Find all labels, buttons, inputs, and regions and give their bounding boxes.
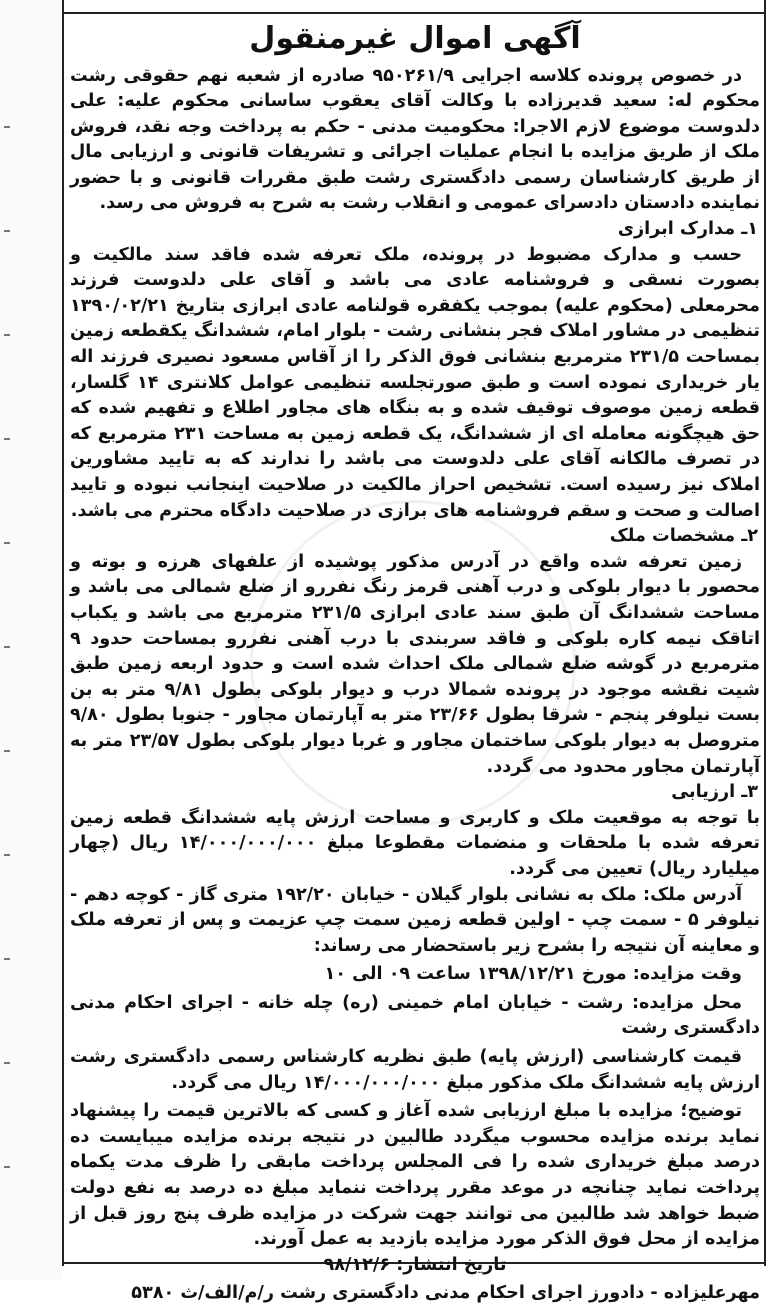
notice-body: [70, 18, 761, 1304]
notice-title: آگهی اموال غیرمنقول: [249, 21, 581, 56]
section-3-body: با توجه به موقعیت ملک و کاربری و مساحت ارزش پایه ششدانگ قطعه زمین تعرفه شده با ملحقات و منضمات مقطوعا مبلغ ۱۴/۰۰۰/۰۰۰/۰۰۰ ریال (چهار میلیارد ریال) تعیین می گردد.: [70, 807, 760, 879]
base-price: قیمت کارشناسی (ارزش پایه) طبق نظریه کارشناس رسمی دادگستری رشت ارزش پایه ششدانگ ملک مذکور مبلغ ۱۴/۰۰۰/۰۰۰/۰۰۰ ریال می گردد.: [70, 1047, 760, 1093]
margin-marks: [4, 120, 18, 1264]
property-address: آدرس ملک: ملک به نشانی بلوار گیلان - خیابان ۱۹۲/۲۰ متری گاز - کوچه دهم - نیلوفر ۵ - سمت چپ - اولین قطعه زمین سمت چپ عزیمت و پس از تعرفه ملک و معاینه آن نتیجه را بشرح زیر باستحضار می رساند:: [70, 884, 760, 956]
explanation-paragraph: توضیح؛ مزایده با مبلغ ارزیابی شده آغاز و کسی که بالاترین قیمت را پیشنهاد نماید برنده مزایده محسوب میگردد طالبین در نتیجه برنده مزایده میبایست ده درصد مبلغ خریداری شده را فی المجلس پرداخت مابقی را ظرف مدت یکماه پرداخت نماید چنانچه در موعد مقرر پرداخت ننماید مبلغ ده درصد به نفع دولت ضبط خواهد شد طالبین می توانند جهت شرکت در مزایده ظرف پنج روز قبل از مزایده از محل فوق الذکر مورد مزایده بازدید به عمل آورند.: [70, 1101, 760, 1250]
publish-date: تاریخ انتشار: ۹۸/۱۲/۶: [323, 1254, 507, 1275]
section-3-heading: ۳ـ ارزیابی: [671, 782, 758, 803]
section-2-heading: ۲ـ مشخصات ملک: [609, 526, 758, 547]
section-1-heading: ۱ـ مدارک ابرازی: [617, 219, 758, 240]
auction-time: وقت مزایده: مورخ ۱۳۹۸/۱۲/۲۱ ساعت ۰۹ الی ۱۰: [324, 964, 742, 985]
section-1-body: حسب و مدارک مضبوط در پرونده، ملک تعرفه شده فاقد سند مالکیت و بصورت نسقی و فروشنامه عادی می باشد و آقای علی دلدوست فرزند محرمعلی (محکوم علیه) بموجب یکفقره قولنامه عادی ابرازی بتاریخ ۱۳۹۰/۰۲/۲۱ تنظیمی در مشاور املاک فجر بنشانی رشت - بلوار امام، ششدانگ یکقطعه زمین بمساحت ۲۳۱/۵ مترمربع بنشانی فوق الذکر را از آقاس مسعود نصیری فرزند اله یار خریداری نموده است و طبق صورتجلسه تنظیمی عوامل کلانتری ۱۴ گلسار، قطعه زمین موصوف توقیف شده و به بنگاه های مجاور اطلاع و تفهیم شده که حق هیچگونه معامله ای از ششدانگ، یک قطعه زمین به مساحت ۲۳۱ مترمربع که در تصرف مالکانه آقای علی دلدوست می باشد را ندارند که به تایید مشاورین املاک نیز رسیده است. تشخیص احراز مالکیت در صلاحیت اینجانب نبوده و تایید اصالت و صحت و سقم فروشنامه های برازی در صلاحیت دادگاه محترم می باشد.: [70, 244, 761, 521]
signature-line: مهرعلیزاده - دادورز اجرای احکام مدنی دادگستری رشت ر/م/الف/ث ۵۳۸۰: [131, 1283, 760, 1304]
page-margin: [0, 0, 62, 1280]
intro-paragraph: در خصوص پرونده کلاسه اجرایی ۹۵۰۲۶۱/۹ صادره از شعبه نهم حقوقی رشت محکوم له: سعید قدیرزاده با وکالت آقای یعقوب ساسانی محکوم علیه: علی دلدوست موضوع لازم الاجرا: محکومیت مدنی - حکم به پرداخت وجه نقد، فروش ملک از طریق مزایده با انجام عملیات اجرائی و تشریفات قانونی و ارزیابی مال از طریق کارشناسان رسمی دادگستری رشت طبق مقررات قانونی و با حضور نماینده دادستان دادسرای عمومی و انقلاب رشت به شرح به فروش می رسد.: [70, 65, 760, 214]
section-2-body: زمین تعرفه شده واقع در آدرس مذکور پوشیده از علفهای هرزه و بوته و محصور با دیوار بلوکی و درب آهنی قرمز رنگ نفررو از ضلع شمالی می باشد و مساحت ششدانگ آن طبق سند عادی ابرازی ۲۳۱/۵ مترمربع می باشد و یکباب اتاقک نیمه کاره بلوکی و فاقد سربندی با درب آهنی نفررو بمساحت حدود ۹ مترمربع در گوشه ضلع شمالی ملک احداث شده است و حدود اربعه زمین طبق شیت نقشه موجود در پرونده شمالا درب و دیوار بلوکی بطول ۹/۸۱ متر به بن بست نیلوفر پنجم - شرقا بطول ۲۳/۶۶ متر به آپارتمان مجاور - جنوبا بطول ۹/۸۰ متروصل به دیوار بلوکی ساختمان مجاور و غربا دیوار بلوکی بطول ۲۳/۵۷ متر به آپارتمان مجاور محدود می گردد.: [70, 551, 760, 777]
auction-place: محل مزایده: رشت - خیابان امام خمینی (ره) چله خانه - اجرای احکام مدنی دادگستری رشت: [70, 992, 760, 1039]
